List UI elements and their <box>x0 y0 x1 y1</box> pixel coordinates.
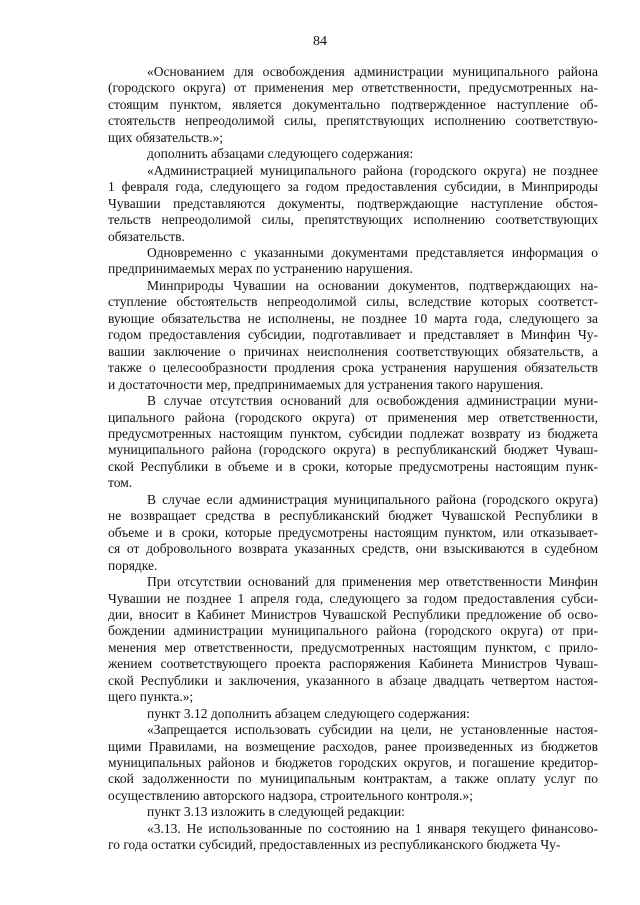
text-line: стоящим пунктом, является документально подтвержденное наступление об- <box>108 96 598 112</box>
text-line: Чувашии представляются документы, подтверждающие наступление обстоя- <box>108 195 598 211</box>
text-line: ской Республики в объеме и в сроки, которые предусмотрены настоящим пунк- <box>108 458 598 474</box>
text-line: объеме и в сроки, которые предусмотрены настоящим пунктом, или отказывает- <box>108 524 598 540</box>
paragraph-p7 <box>108 492 598 574</box>
paragraph-p11 <box>108 804 598 820</box>
text-line: вующие обязательства не исполнены, не позднее 10 марта года, следующего за <box>108 310 598 326</box>
text-line: менения мер ответственности, предусмотренных настоящим пунктом, с прило- <box>108 639 598 655</box>
text-line: пункт 3.13 изложить в следующей редакции: <box>147 804 405 820</box>
paragraph-p10 <box>108 722 598 804</box>
text-line: порядке. <box>108 557 158 573</box>
text-line: муниципальных районов и бюджетов городских округов, и погашение кредитор- <box>108 755 598 771</box>
text-line: 1 февраля года, следующего за годом предоставления субсидии, в Минприроды <box>108 179 598 195</box>
text-line: не возвращает средства в республиканский бюджет Чувашской Республики в <box>108 508 598 524</box>
paragraph-p5 <box>108 278 598 393</box>
paragraph-p6 <box>108 393 598 492</box>
document-body <box>108 64 598 854</box>
text-line: Одновременно с указанными документами представляется информация о <box>147 244 598 260</box>
text-line: щими Правилами, на возмещение расходов, ранее произведенных из бюджетов <box>108 738 598 754</box>
text-line: В случае если администрация муниципального района (городского округа) <box>147 491 598 507</box>
paragraph-p1 <box>108 64 598 146</box>
text-line: том. <box>108 475 133 491</box>
text-line: муниципального района (городского округа) в республиканский бюджет Чуваш- <box>108 442 598 458</box>
text-line: стоятельств непреодолимой силы, препятствующих исполнению соответствую- <box>108 113 598 129</box>
text-line: го года остатки субсидий, предоставленных из республиканского бюджета Чу- <box>108 837 561 853</box>
text-line: ской Республики и заключения, указанного в абзаце двадцать четвертом настоя- <box>108 672 598 688</box>
paragraph-p12 <box>108 821 598 854</box>
text-line: щего пункта.»; <box>108 689 194 705</box>
text-line: обязательств. <box>108 228 185 244</box>
text-line: «3.13. Не использованные по состоянию на 1 января текущего финансово- <box>147 820 598 836</box>
text-line: вашии заключение о причинах неисполнения соответствующих обязательств, а <box>108 343 598 359</box>
text-line: щих обязательств.»; <box>108 129 224 145</box>
text-line: Минприроды Чувашии на основании документов, подтверждающих на- <box>147 277 598 293</box>
text-line: годом предоставления субсидии, подготавливает и представляет в Минфин Чу- <box>108 327 598 343</box>
text-line: «Администрацией муниципального района (городского округа) не позднее <box>147 162 598 178</box>
text-line: Чувашии не позднее 1 апреля года, следующего за годом предоставления субси- <box>108 590 598 606</box>
text-line: также о целесообразности продления срока устранения нарушения обязательств <box>108 360 598 376</box>
text-line: ской задолженности по муниципальным контрактам, а также оплату услуг по <box>108 771 598 787</box>
text-line: дополнить абзацами следующего содержания: <box>147 146 414 162</box>
text-line: предусмотренных настоящим пунктом, субсидии подлежат возврату из бюджета <box>108 425 598 441</box>
text-line: бождении администрации муниципального района (городского округа) от при- <box>108 623 598 639</box>
paragraph-p2 <box>108 146 598 162</box>
paragraph-p4 <box>108 245 598 278</box>
text-line: осуществлению авторского надзора, строительного контроля.»; <box>108 787 473 803</box>
text-line: и достаточности мер, предпринимаемых для устранения такого нарушения. <box>108 376 544 392</box>
text-line: При отсутствии оснований для применения мер ответственности Минфин <box>147 574 598 590</box>
paragraph-p9 <box>108 706 598 722</box>
text-line: предпринимаемых мерах по устранению нарушения. <box>108 261 413 277</box>
text-line: (городского округа) от применения мер ответственности, предусмотренных на- <box>108 80 598 96</box>
text-line: ципального района (городского округа) от применения мер ответственности, <box>108 409 598 425</box>
paragraph-p8 <box>108 574 598 706</box>
text-line: «Запрещается использовать субсидии на цели, не установленные настоя- <box>147 722 598 738</box>
text-line: В случае отсутствия оснований для освобождения администрации муни- <box>147 393 598 409</box>
text-line: тельств непреодолимой силы, препятствующих исполнению соответствующих <box>108 212 598 228</box>
text-line: ступление обстоятельств непреодолимой силы, вследствие которых соответст- <box>108 294 598 310</box>
text-line: жением соответствующего проекта распоряжения Кабинета Министров Чуваш- <box>108 656 598 672</box>
text-line: пункт 3.12 дополнить абзацем следующего содержания: <box>147 705 470 721</box>
text-line: «Основанием для освобождения администрации муниципального района <box>147 64 598 79</box>
page-number: 84 <box>313 34 327 49</box>
paragraph-p3 <box>108 163 598 245</box>
text-line: дии, вносит в Кабинет Министров Чувашской Республики предложение об осво- <box>108 606 598 622</box>
text-line: ся от добровольного возврата указанных средств, они взыскиваются в судебном <box>108 541 598 557</box>
